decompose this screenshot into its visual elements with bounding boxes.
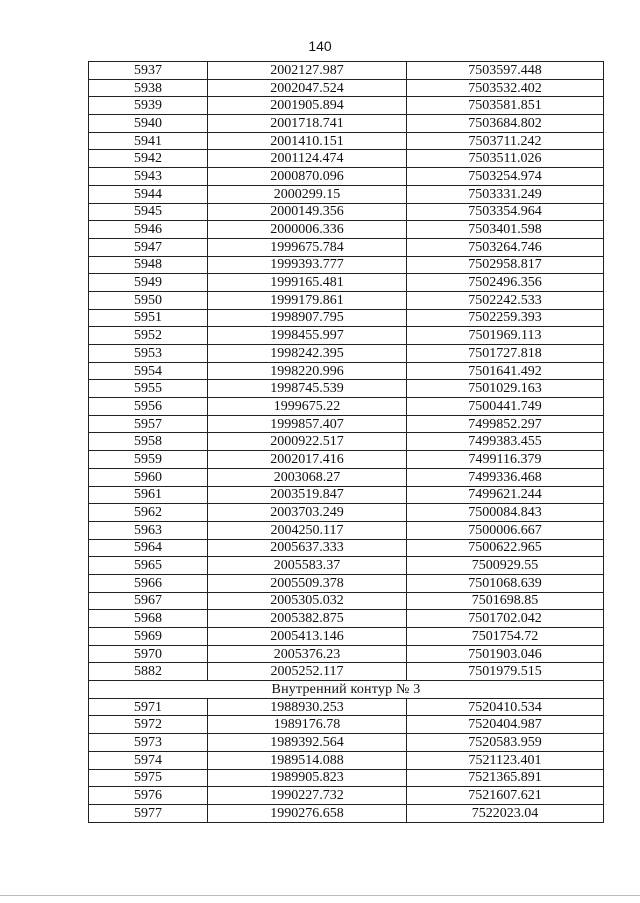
x-coordinate: 2005382.875: [208, 610, 407, 628]
x-coordinate: 1999179.861: [208, 291, 407, 309]
point-number: 5937: [89, 62, 208, 80]
y-coordinate: 7520583.959: [407, 734, 604, 752]
x-coordinate: 1989392.564: [208, 734, 407, 752]
x-coordinate: 2001718.741: [208, 115, 407, 133]
point-number: 5966: [89, 574, 208, 592]
point-number: 5957: [89, 415, 208, 433]
y-coordinate: 7500006.667: [407, 521, 604, 539]
y-coordinate: 7501698.85: [407, 592, 604, 610]
point-number: 5941: [89, 132, 208, 150]
table-row: [89, 734, 604, 752]
y-coordinate: 7499116.379: [407, 451, 604, 469]
point-number: 5956: [89, 398, 208, 416]
point-number: 5942: [89, 150, 208, 168]
y-coordinate: 7500441.749: [407, 398, 604, 416]
point-number: 5954: [89, 362, 208, 380]
y-coordinate: 7503511.026: [407, 150, 604, 168]
table-row: [89, 115, 604, 133]
point-number: 5943: [89, 168, 208, 186]
table-row: [89, 256, 604, 274]
point-number: 5970: [89, 645, 208, 663]
y-coordinate: 7520404.987: [407, 716, 604, 734]
x-coordinate: 2000922.517: [208, 433, 407, 451]
y-coordinate: 7521607.621: [407, 787, 604, 805]
point-number: 5953: [89, 345, 208, 363]
point-number: 5946: [89, 221, 208, 239]
table-row: [89, 716, 604, 734]
table-row: [89, 380, 604, 398]
x-coordinate: 2001410.151: [208, 132, 407, 150]
table-row: [89, 291, 604, 309]
table-row: [89, 592, 604, 610]
table-row: [89, 238, 604, 256]
point-number: 5950: [89, 291, 208, 309]
table-row: [89, 345, 604, 363]
point-number: 5944: [89, 185, 208, 203]
x-coordinate: 1989905.823: [208, 769, 407, 787]
point-number: 5973: [89, 734, 208, 752]
x-coordinate: 2000870.096: [208, 168, 407, 186]
table-row: [89, 769, 604, 787]
point-number: 5958: [89, 433, 208, 451]
page-number: 140: [308, 38, 332, 54]
y-coordinate: 7503711.242: [407, 132, 604, 150]
point-number: 5882: [89, 663, 208, 681]
table-row: [89, 168, 604, 186]
x-coordinate: 1998455.997: [208, 327, 407, 345]
table-row: [89, 327, 604, 345]
x-coordinate: 2004250.117: [208, 521, 407, 539]
y-coordinate: 7502958.817: [407, 256, 604, 274]
y-coordinate: 7521123.401: [407, 751, 604, 769]
y-coordinate: 7502259.393: [407, 309, 604, 327]
table-row: [89, 787, 604, 805]
y-coordinate: 7501068.639: [407, 574, 604, 592]
y-coordinate: 7503254.974: [407, 168, 604, 186]
point-number: 5967: [89, 592, 208, 610]
table-row: [89, 468, 604, 486]
y-coordinate: 7502242.533: [407, 291, 604, 309]
table-row: [89, 362, 604, 380]
x-coordinate: 2005583.37: [208, 557, 407, 575]
table-row: [89, 79, 604, 97]
y-coordinate: 7501979.515: [407, 663, 604, 681]
y-coordinate: 7522023.04: [407, 804, 604, 822]
point-number: 5955: [89, 380, 208, 398]
x-coordinate: 2000149.356: [208, 203, 407, 221]
x-coordinate: 2002017.416: [208, 451, 407, 469]
table-row: [89, 97, 604, 115]
point-number: 5971: [89, 698, 208, 716]
x-coordinate: 2005509.378: [208, 574, 407, 592]
y-coordinate: 7503331.249: [407, 185, 604, 203]
table-row: [89, 504, 604, 522]
point-number: 5977: [89, 804, 208, 822]
y-coordinate: 7520410.534: [407, 698, 604, 716]
table-row: [89, 574, 604, 592]
x-coordinate: 1989514.088: [208, 751, 407, 769]
y-coordinate: 7501903.046: [407, 645, 604, 663]
y-coordinate: 7503597.448: [407, 62, 604, 80]
x-coordinate: 1999857.407: [208, 415, 407, 433]
x-coordinate: 1989176.78: [208, 716, 407, 734]
table-row: [89, 451, 604, 469]
point-number: 5968: [89, 610, 208, 628]
point-number: 5976: [89, 787, 208, 805]
table-row: [89, 698, 604, 716]
x-coordinate: 1998907.795: [208, 309, 407, 327]
table-row: [89, 132, 604, 150]
x-coordinate: 2002047.524: [208, 79, 407, 97]
table-row: [89, 628, 604, 646]
y-coordinate: 7501702.042: [407, 610, 604, 628]
point-number: 5940: [89, 115, 208, 133]
x-coordinate: 2002127.987: [208, 62, 407, 80]
table-row: [89, 663, 604, 681]
point-number: 5947: [89, 238, 208, 256]
x-coordinate: 2005376.23: [208, 645, 407, 663]
y-coordinate: 7501029.163: [407, 380, 604, 398]
y-coordinate: 7499383.455: [407, 433, 604, 451]
x-coordinate: 2003519.847: [208, 486, 407, 504]
y-coordinate: 7501969.113: [407, 327, 604, 345]
table-row: [89, 415, 604, 433]
y-coordinate: 7521365.891: [407, 769, 604, 787]
table-row: [89, 274, 604, 292]
x-coordinate: 2003068.27: [208, 468, 407, 486]
x-coordinate: 2001905.894: [208, 97, 407, 115]
table-row: [89, 557, 604, 575]
point-number: 5939: [89, 97, 208, 115]
table-row: [89, 433, 604, 451]
y-coordinate: 7502496.356: [407, 274, 604, 292]
point-number: 5952: [89, 327, 208, 345]
x-coordinate: 1999393.777: [208, 256, 407, 274]
y-coordinate: 7501641.492: [407, 362, 604, 380]
x-coordinate: 2005637.333: [208, 539, 407, 557]
y-coordinate: 7503532.402: [407, 79, 604, 97]
coordinates-table: [88, 61, 604, 823]
y-coordinate: 7503581.851: [407, 97, 604, 115]
table-row: [89, 610, 604, 628]
point-number: 5963: [89, 521, 208, 539]
point-number: 5951: [89, 309, 208, 327]
table-row: [89, 486, 604, 504]
x-coordinate: 1999165.481: [208, 274, 407, 292]
x-coordinate: 2005413.146: [208, 628, 407, 646]
x-coordinate: 2003703.249: [208, 504, 407, 522]
point-number: 5962: [89, 504, 208, 522]
y-coordinate: 7501727.818: [407, 345, 604, 363]
x-coordinate: 1999675.22: [208, 398, 407, 416]
x-coordinate: 2005305.032: [208, 592, 407, 610]
point-number: 5964: [89, 539, 208, 557]
y-coordinate: 7500622.965: [407, 539, 604, 557]
x-coordinate: 1988930.253: [208, 698, 407, 716]
point-number: 5975: [89, 769, 208, 787]
point-number: 5972: [89, 716, 208, 734]
table-row: [89, 645, 604, 663]
y-coordinate: 7500929.55: [407, 557, 604, 575]
table-row: [89, 751, 604, 769]
table-row: [89, 185, 604, 203]
x-coordinate: 2000006.336: [208, 221, 407, 239]
table-row: [89, 203, 604, 221]
x-coordinate: 1998220.996: [208, 362, 407, 380]
table-row: [89, 539, 604, 557]
y-coordinate: 7499336.468: [407, 468, 604, 486]
table-row: [89, 221, 604, 239]
y-coordinate: 7500084.843: [407, 504, 604, 522]
x-coordinate: 2001124.474: [208, 150, 407, 168]
y-coordinate: 7501754.72: [407, 628, 604, 646]
y-coordinate: 7503264.746: [407, 238, 604, 256]
point-number: 5938: [89, 79, 208, 97]
section-row: [89, 681, 604, 699]
table-row: [89, 521, 604, 539]
table-row: [89, 398, 604, 416]
y-coordinate: 7499621.244: [407, 486, 604, 504]
point-number: 5961: [89, 486, 208, 504]
x-coordinate: 1998745.539: [208, 380, 407, 398]
y-coordinate: 7503684.802: [407, 115, 604, 133]
point-number: 5959: [89, 451, 208, 469]
x-coordinate: 1999675.784: [208, 238, 407, 256]
scan-edge-line: [0, 895, 640, 896]
point-number: 5948: [89, 256, 208, 274]
section-title: Внутренний контур № 3: [89, 681, 604, 699]
y-coordinate: 7503354.964: [407, 203, 604, 221]
coordinates-table-body: [89, 62, 604, 823]
x-coordinate: 1990276.658: [208, 804, 407, 822]
point-number: 5974: [89, 751, 208, 769]
point-number: 5965: [89, 557, 208, 575]
point-number: 5960: [89, 468, 208, 486]
y-coordinate: 7503401.598: [407, 221, 604, 239]
table-row: [89, 62, 604, 80]
x-coordinate: 2005252.117: [208, 663, 407, 681]
point-number: 5969: [89, 628, 208, 646]
y-coordinate: 7499852.297: [407, 415, 604, 433]
x-coordinate: 1990227.732: [208, 787, 407, 805]
x-coordinate: 2000299.15: [208, 185, 407, 203]
x-coordinate: 1998242.395: [208, 345, 407, 363]
point-number: 5945: [89, 203, 208, 221]
point-number: 5949: [89, 274, 208, 292]
table-row: [89, 309, 604, 327]
table-row: [89, 150, 604, 168]
table-row: [89, 804, 604, 822]
